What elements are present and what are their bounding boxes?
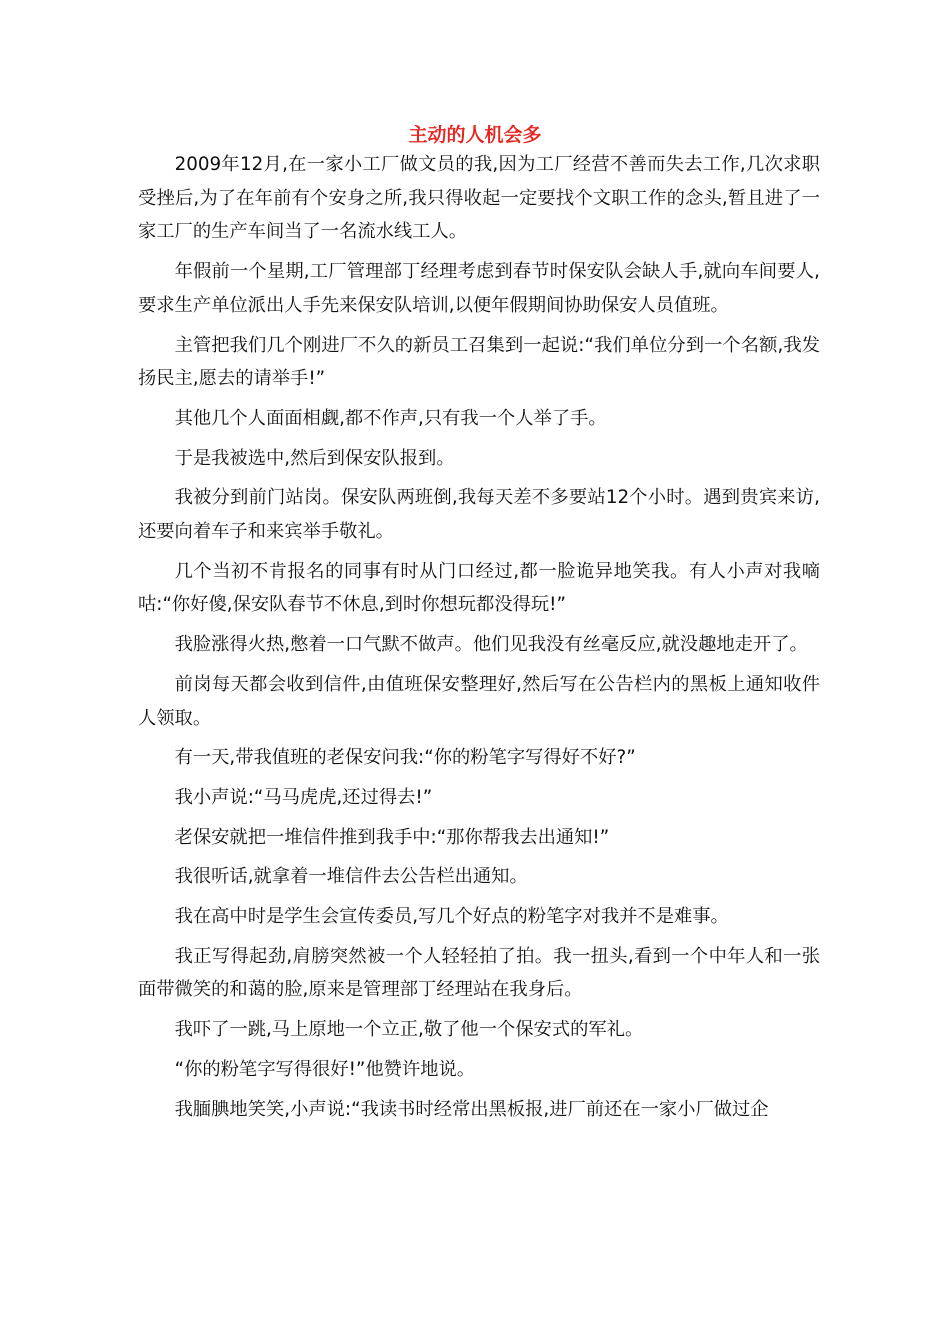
paragraph: 2009年12月,在一家小工厂做文员的我,因为工厂经营不善而失去工作,几次求职受挫后,为了在年前有个安身之所,我只得收起一定要找个文职工作的念头,暂且进了一家工厂的生产车间当了一名流水线工人。 — [138, 154, 820, 243]
paragraph: 几个当初不肯报名的同事有时从门口经过,都一脸诡异地笑我。有人小声对我嘀咕:“你好傻,保安队春节不休息,到时你想玩都没得玩!” — [138, 560, 820, 616]
paragraph: 有一天,带我值班的老保安问我:“你的粉笔字写得好不好?” — [174, 747, 636, 769]
paragraph: 我正写得起劲,肩膀突然被一个人轻轻拍了拍。我一扭头,看到一个中年人和一张面带微笑的和蔼的脸,原来是管理部丁经理站在我身后。 — [138, 945, 820, 1001]
paragraph: 我小声说:“马马虎虎,还过得去!” — [174, 786, 433, 808]
paragraph: 我脸涨得火热,憋着一口气默不做声。他们见我没有丝毫反应,就没趣地走开了。 — [174, 634, 808, 656]
document-body — [138, 148, 820, 1132]
paragraph: 我在高中时是学生会宣传委员,写几个好点的粉笔字对我并不是难事。 — [174, 906, 729, 928]
paragraph: 其他几个人面面相觑,都不作声,只有我一个人举了手。 — [174, 407, 607, 429]
paragraph: 老保安就把一堆信件推到我手中:“那你帮我去出通知!” — [174, 826, 610, 848]
paragraph: 我腼腆地笑笑,小声说:“我读书时经常出黑板报,进厂前还在一家小厂做过企 — [174, 1098, 769, 1120]
paragraph: 前岗每天都会收到信件,由值班保安整理好,然后写在公告栏内的黑板上通知收件人领取。 — [138, 673, 820, 729]
document-title: 主动的人机会多 — [408, 124, 542, 146]
paragraph: 年假前一个星期,工厂管理部丁经理考虑到春节时保安队会缺人手,就向车间要人,要求生产单位派出人手先来保安队培训,以便年假期间协助保安人员值班。 — [138, 261, 820, 316]
paragraph: “你的粉笔字写得很好!”他赞许地说。 — [174, 1058, 476, 1080]
paragraph: 我很听话,就拿着一堆信件去公告栏出通知。 — [174, 866, 528, 888]
paragraph: 主管把我们几个刚进厂不久的新员工召集到一起说:“我们单位分到一个名额,我发扬民主,愿去的请举手!” — [138, 334, 820, 390]
paragraph: 我被分到前门站岗。保安队两班倒,我每天差不多要站12个小时。遇到贵宾来访,还要向着车子和来宾举手敬礼。 — [138, 487, 820, 543]
paragraph: 我吓了一跳,马上原地一个立正,敬了他一个保安式的军礼。 — [174, 1019, 644, 1041]
paragraph: 于是我被选中,然后到保安队报到。 — [174, 447, 455, 469]
